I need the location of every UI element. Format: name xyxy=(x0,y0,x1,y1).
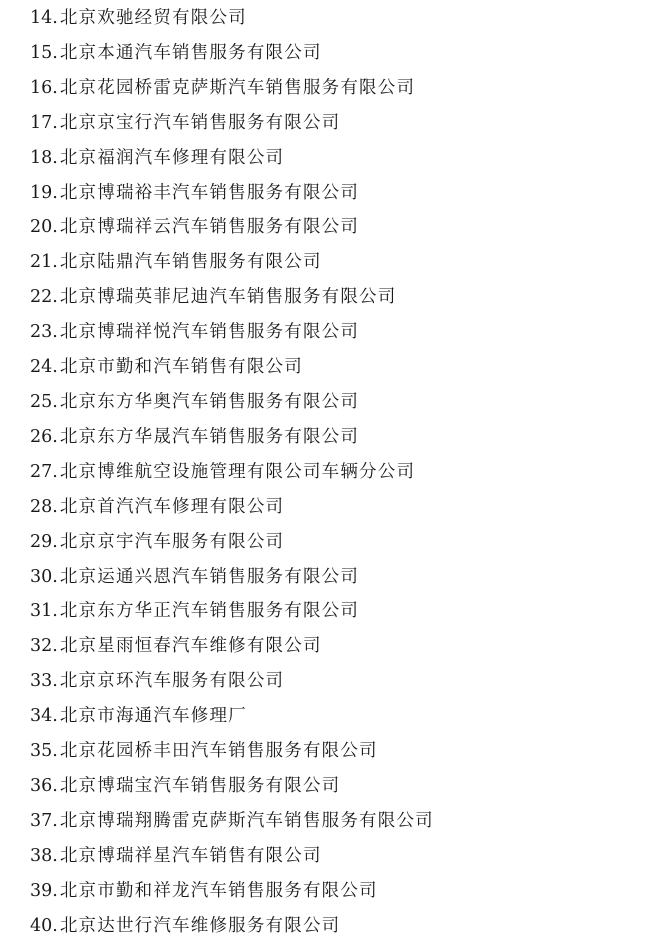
company-name: 北京京宝行汽车销售服务有限公司 xyxy=(59,112,341,133)
company-name: 北京达世行汽车维修服务有限公司 xyxy=(59,915,341,936)
list-item-number: 26. xyxy=(30,426,58,447)
list-item xyxy=(30,388,434,423)
list-item-number: 18. xyxy=(30,147,58,168)
list-item-number: 29. xyxy=(30,531,58,552)
list-item xyxy=(30,248,434,283)
list-item-number: 37. xyxy=(30,810,58,831)
list-item-number: 30. xyxy=(30,566,58,587)
list-item-number: 31. xyxy=(30,601,58,622)
company-name: 北京陆鼎汽车销售服务有限公司 xyxy=(59,252,322,273)
list-item-number: 40. xyxy=(30,915,58,936)
list-item-number: 19. xyxy=(30,182,58,203)
company-name: 北京福润汽车修理有限公司 xyxy=(59,147,285,168)
list-item xyxy=(30,772,434,807)
company-name: 北京博瑞祥云汽车销售服务有限公司 xyxy=(59,217,360,238)
company-name: 北京博瑞英菲尼迪汽车销售服务有限公司 xyxy=(59,287,397,308)
list-item xyxy=(30,4,434,39)
list-item xyxy=(30,423,434,458)
company-name: 北京京环汽车服务有限公司 xyxy=(59,671,285,692)
list-item xyxy=(30,179,434,214)
list-item xyxy=(30,597,434,632)
company-name: 北京星雨恒春汽车维修有限公司 xyxy=(59,636,322,657)
list-item xyxy=(30,667,434,702)
company-name: 北京市勤和祥龙汽车销售服务有限公司 xyxy=(59,880,378,901)
company-name: 北京花园桥丰田汽车销售服务有限公司 xyxy=(59,741,378,762)
list-item-number: 28. xyxy=(30,496,58,517)
list-item-number: 35. xyxy=(30,741,58,762)
company-name: 北京博瑞裕丰汽车销售服务有限公司 xyxy=(59,182,360,203)
list-item xyxy=(30,842,434,877)
list-item xyxy=(30,144,434,179)
list-item xyxy=(30,877,434,912)
company-name: 北京市勤和汽车销售有限公司 xyxy=(59,357,303,378)
list-item-number: 17. xyxy=(30,112,58,133)
list-item-number: 16. xyxy=(30,77,58,98)
company-name: 北京京宇汽车服务有限公司 xyxy=(59,531,285,552)
list-item-number: 36. xyxy=(30,775,58,796)
company-name: 北京东方华奥汽车销售服务有限公司 xyxy=(59,391,360,412)
list-item xyxy=(30,528,434,563)
list-item-number: 22. xyxy=(30,287,58,308)
list-item-number: 38. xyxy=(30,845,58,866)
list-item xyxy=(30,702,434,737)
list-item xyxy=(30,283,434,318)
list-item-number: 15. xyxy=(30,42,58,63)
list-item-number: 39. xyxy=(30,880,58,901)
company-name: 北京花园桥雷克萨斯汽车销售服务有限公司 xyxy=(59,77,416,98)
company-name: 北京东方华晟汽车销售服务有限公司 xyxy=(59,426,360,447)
company-name: 北京本通汽车销售服务有限公司 xyxy=(59,42,322,63)
company-name: 北京市海通汽车修理厂 xyxy=(59,706,247,727)
list-item xyxy=(30,807,434,842)
list-item xyxy=(30,458,434,493)
company-name: 北京东方华正汽车销售服务有限公司 xyxy=(59,601,360,622)
list-item-number: 27. xyxy=(30,461,58,482)
company-name: 北京博维航空设施管理有限公司车辆分公司 xyxy=(59,461,416,482)
company-name: 北京博瑞宝汽车销售服务有限公司 xyxy=(59,775,341,796)
list-item xyxy=(30,353,434,388)
list-item xyxy=(30,912,434,946)
company-name: 北京博瑞祥星汽车销售有限公司 xyxy=(59,845,322,866)
list-item xyxy=(30,109,434,144)
company-name: 北京欢驰经贸有限公司 xyxy=(59,8,247,28)
list-item xyxy=(30,318,434,353)
list-item-number: 20. xyxy=(30,217,58,238)
list-item xyxy=(30,213,434,248)
list-item-number: 21. xyxy=(30,252,58,273)
company-name: 北京博瑞翔腾雷克萨斯汽车销售服务有限公司 xyxy=(59,810,434,831)
company-name: 北京博瑞祥悦汽车销售服务有限公司 xyxy=(59,322,360,343)
list-item-number: 32. xyxy=(30,636,58,657)
list-item xyxy=(30,563,434,598)
list-item-number: 25. xyxy=(30,391,58,412)
list-item xyxy=(30,39,434,74)
company-name: 北京运通兴恩汽车销售服务有限公司 xyxy=(59,566,360,587)
list-item xyxy=(30,632,434,667)
list-item-number: 33. xyxy=(30,671,58,692)
list-item-number: 14. xyxy=(30,8,58,28)
company-list xyxy=(30,4,434,946)
list-item-number: 34. xyxy=(30,706,58,727)
company-name: 北京首汽汽车修理有限公司 xyxy=(59,496,285,517)
list-item xyxy=(30,74,434,109)
list-item xyxy=(30,737,434,772)
list-item-number: 24. xyxy=(30,357,58,378)
list-item xyxy=(30,493,434,528)
list-item-number: 23. xyxy=(30,322,58,343)
